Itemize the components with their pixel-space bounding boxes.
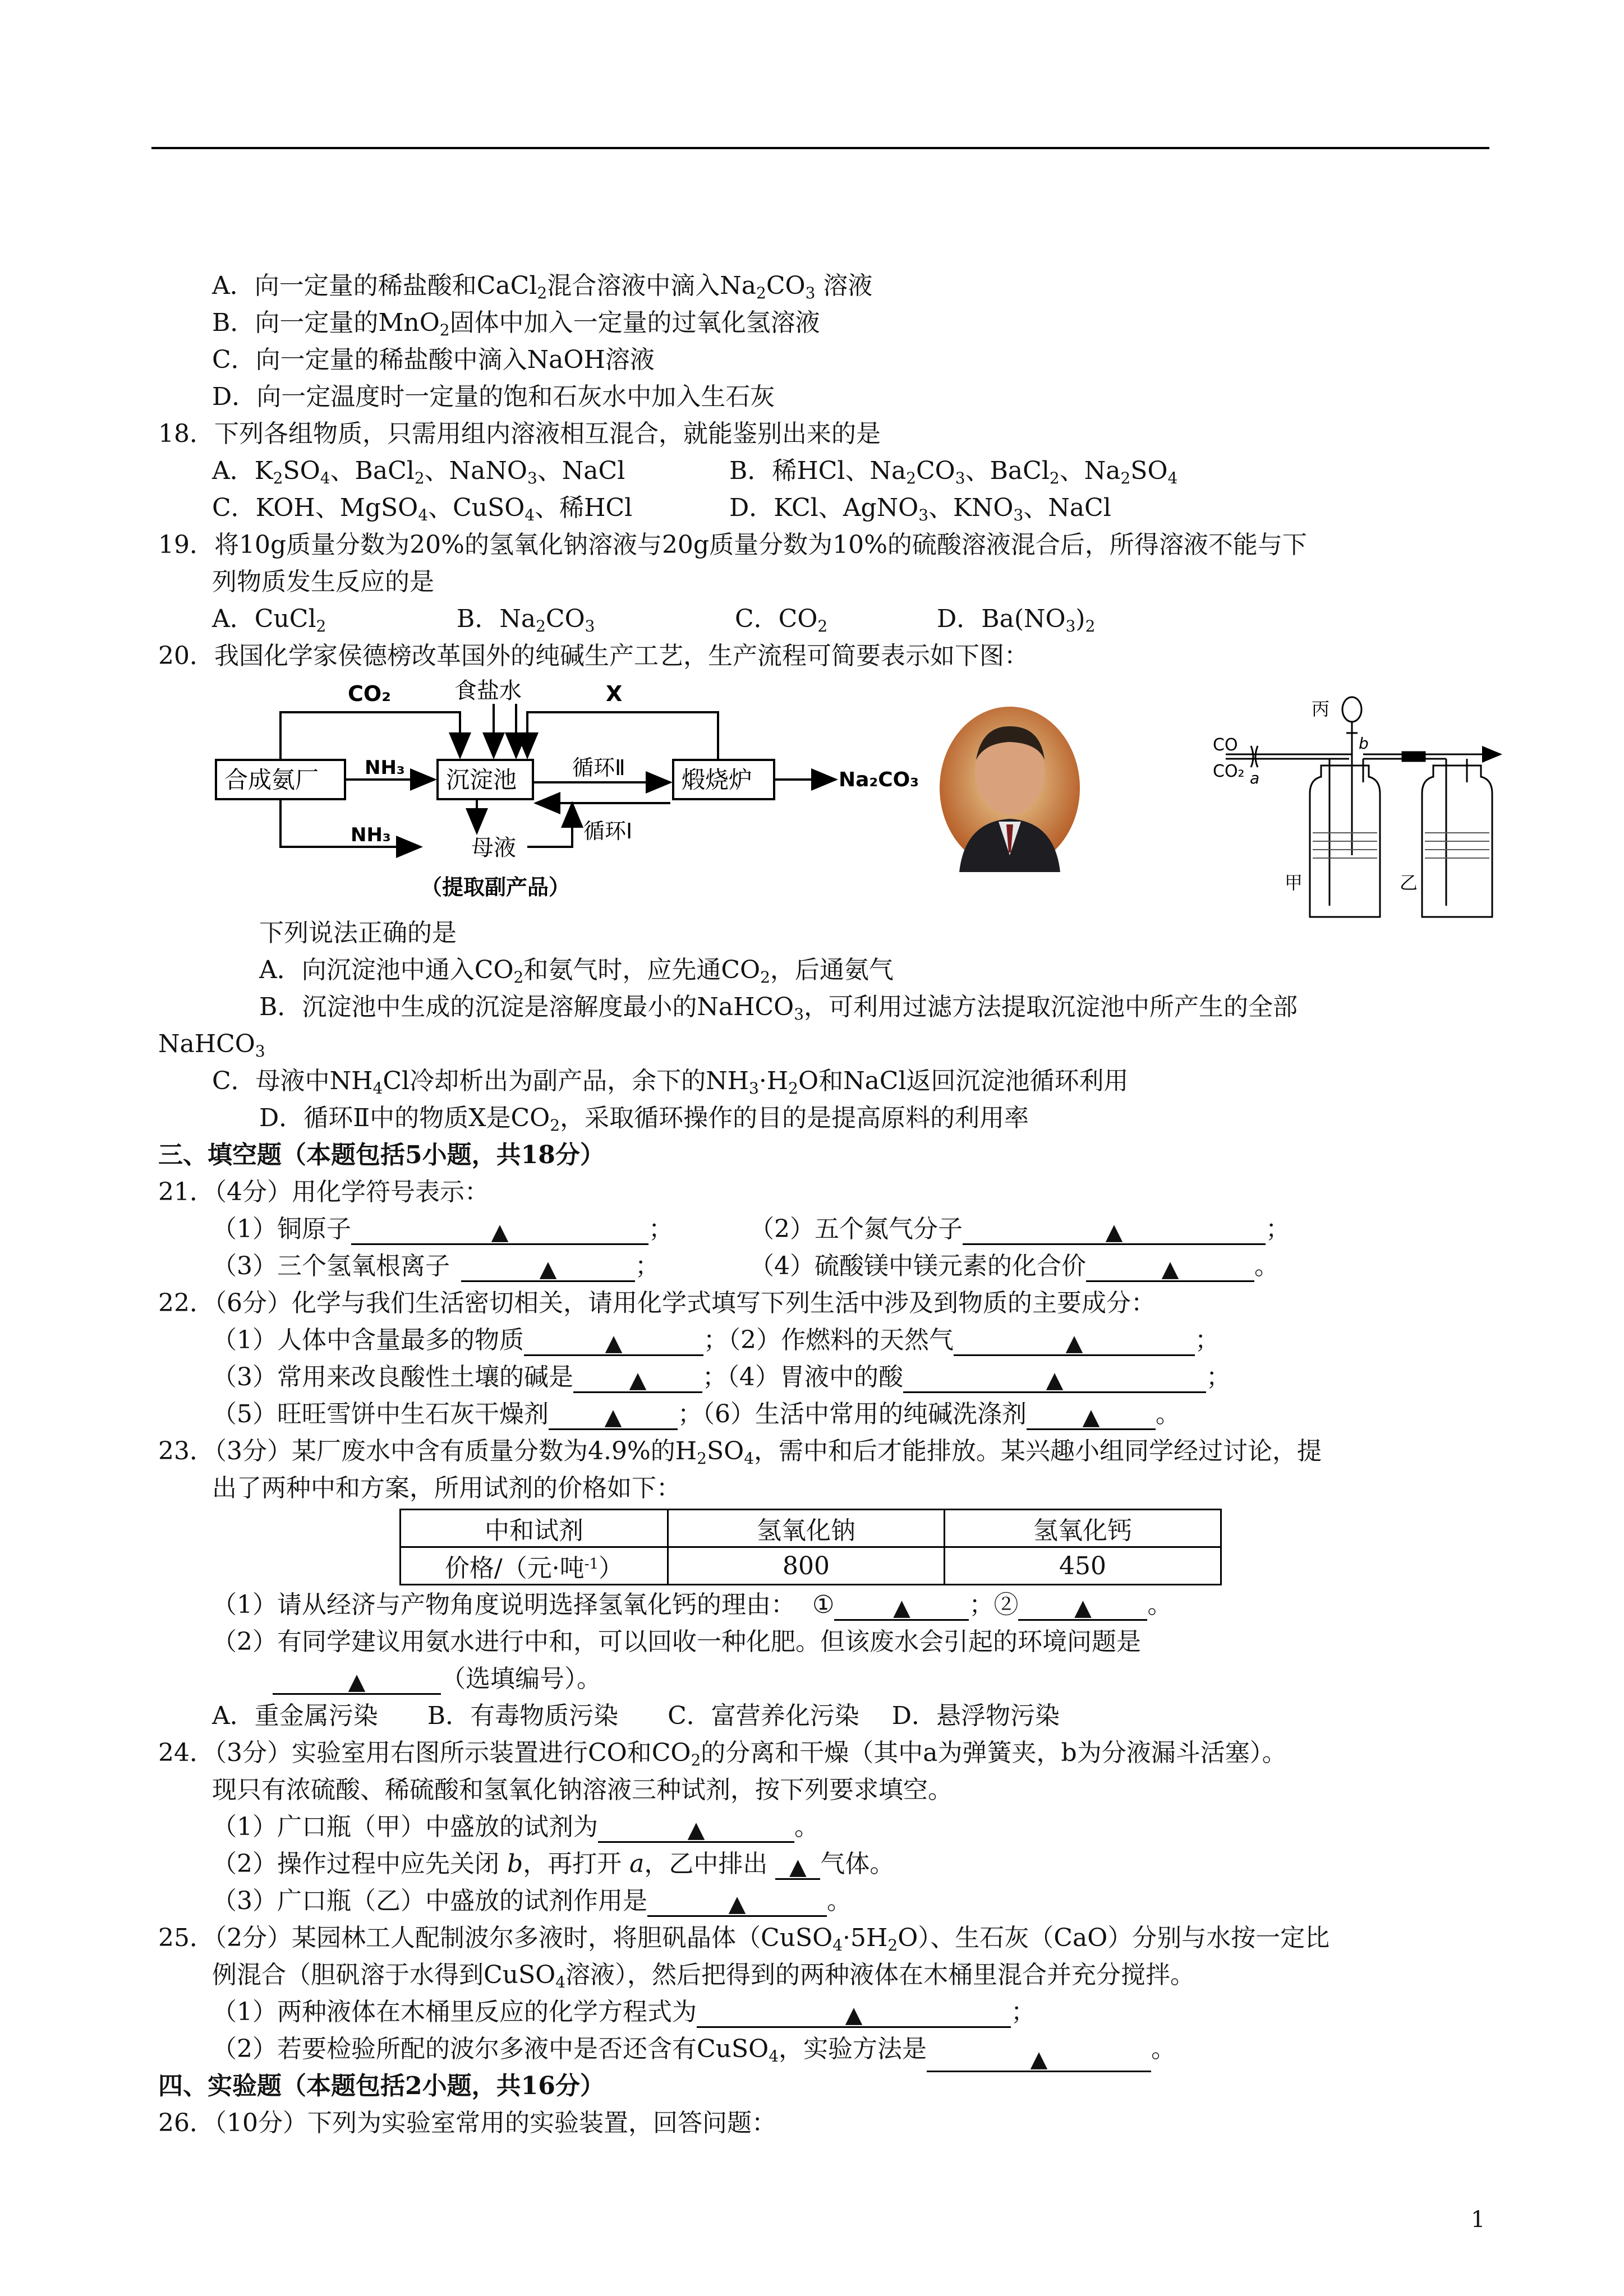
q24-blank-3[interactable]: ▲ xyxy=(647,1888,827,1917)
q24-stem-line1: 24．（3分）实验室用右图所示装置进行CO和$CO_2$的分离和干燥（其中a为弹簧夹，b为分液漏斗活塞）。 xyxy=(158,1739,1287,1769)
q20-stem: 20．我国化学家侯德榜改革国外的纯碱生产工艺，生产流程可简要表示如下图： xyxy=(158,642,1029,670)
q22-blank-5[interactable]: ▲ xyxy=(549,1401,678,1430)
q20-option-a: A．向沉淀池中通入$CO_2$和氨气时，应先通$CO_2$，后通氨气 xyxy=(259,956,894,986)
q26-stem: 26．（10分）下列为实验室常用的实验装置，回答问题： xyxy=(158,2109,776,2137)
q25-blank-1[interactable]: ▲ xyxy=(697,1999,1011,2028)
q22-line3: （5）旺旺雪饼中生石灰干燥剂 ▲ ；（6）生活中常用的纯碱洗涤剂 ▲ 。 xyxy=(212,1400,1180,1430)
q23-blank-3[interactable]: ▲ xyxy=(273,1666,441,1695)
q20-option-c: C．母液中$NH_4Cl$冷却析出为副产品，余下的$NH_3\cdot H_2O$和NaCl返回沉淀池循环利用 xyxy=(212,1067,1129,1098)
table-header-cell: 氢氧化钙 xyxy=(945,1510,1221,1547)
q22-blank-2[interactable]: ▲ xyxy=(954,1327,1195,1356)
q22-blank-4[interactable]: ▲ xyxy=(903,1364,1206,1393)
apparatus-jia-label: 甲 xyxy=(1285,872,1303,893)
q24-stem-line2: 现只有浓硫酸、稀硫酸和氢氧化钠溶液三种试剂，按下列要求填空。 xyxy=(212,1776,953,1804)
q22-stem: 22．（6分）化学与我们生活密切相关，请用化学式填写下列生活中涉及到物质的主要成分： xyxy=(158,1289,1156,1317)
q19-option-a: A．CuCl$_2$ xyxy=(212,605,326,635)
flow-plant-label: 合成氨厂 xyxy=(224,766,319,794)
q19-option-b: B．$Na_2CO_3$ xyxy=(457,605,595,635)
apparatus-co2-label: CO₂ xyxy=(1213,762,1245,781)
q17-option-b: B．向一定量的MnO$_2$固体中加入一定量的过氧化氢溶液 xyxy=(212,308,820,339)
flow-x-label: X xyxy=(606,681,623,706)
flow-co2-label: CO₂ xyxy=(348,681,391,706)
q23-stem-line2: 出了两种中和方案，所用试剂的价格如下： xyxy=(212,1474,681,1502)
q21-blank-2[interactable]: ▲ xyxy=(963,1216,1266,1245)
q24-blank-2[interactable]: ▲ xyxy=(775,1851,820,1880)
q24-part3: （3）广口瓶（乙）中盛放的试剂作用是 ▲ 。 xyxy=(212,1887,852,1917)
apparatus-a-label: a xyxy=(1250,769,1260,787)
q21-line1: （1）铜原子 ▲ ； xyxy=(212,1215,673,1245)
q22-blank-6[interactable]: ▲ xyxy=(1027,1401,1156,1430)
q22-line1: （1）人体中含量最多的物质 ▲ ；（2）作燃料的天然气 ▲ ； xyxy=(212,1326,1220,1356)
q21-line2: （3）三个氢氧根离子 ▲ ； xyxy=(212,1252,660,1282)
q23-part2: （2）有同学建议用氨水进行中和，可以回收一种化肥。但该废水会引起的环境问题是 xyxy=(212,1628,1141,1656)
q18-option-a: A．$K_2SO_4$、BaCl$_2$、NaNO$_3$、NaCl xyxy=(212,457,625,487)
q25-part1: （1）两种液体在木桶里反应的化学方程式为 ▲ ； xyxy=(212,1998,1036,2028)
q20-option-b: B．沉淀池中生成的沉淀是溶解度最小的NaHCO$_3$，可利用过滤方法提取沉淀池中所产生的全部 xyxy=(259,993,1298,1023)
q25-stem-line2: 例混合（胆矾溶于水得到CuSO$_4$溶液），然后把得到的两种液体在木桶里混合并充分搅拌。 xyxy=(212,1961,1195,1991)
q21-blank-3[interactable]: ▲ xyxy=(461,1253,635,1282)
table-row xyxy=(401,1547,1221,1585)
q23-blank-1[interactable]: ▲ xyxy=(834,1592,969,1621)
q18-option-b: B．稀HCl、$Na_2CO_3$、BaCl$_2$、$Na_2SO_4$ xyxy=(729,457,1178,487)
q19-stem-line2: 列物质发生反应的是 xyxy=(212,568,434,596)
q20-option-d: D．循环Ⅱ中的物质X是$CO_2$，采取循环操作的目的是提高原料的利用率 xyxy=(259,1104,1029,1135)
q23-stem-line1: 23．（3分）某厂废水中含有质量分数为4.9%的$H_2SO_4$，需中和后才能排放。某兴趣小组同学经过讨论，提 xyxy=(158,1437,1322,1468)
table-header-cell: 氢氧化钠 xyxy=(668,1510,945,1547)
q22-blank-3[interactable]: ▲ xyxy=(573,1364,702,1393)
apparatus-b-label: b xyxy=(1359,734,1369,753)
q22-blank-1[interactable]: ▲ xyxy=(524,1327,703,1356)
q24-part1: （1）广口瓶（甲）中盛放的试剂为 ▲ 。 xyxy=(212,1813,819,1843)
flow-mother-label: 母液 xyxy=(471,835,516,861)
flow-cycle1-label: 循环Ⅰ xyxy=(583,819,633,843)
flow-cycle2-label: 循环Ⅱ xyxy=(572,755,625,780)
q25-part2: （2）若要检验所配的波尔多液中是否还含有CuSO$_4$，实验方法是 ▲ 。 xyxy=(212,2035,1176,2072)
flow-byproduct-label: （提取副产品） xyxy=(421,875,571,900)
page-number: 1 xyxy=(1471,2207,1485,2233)
flow-nh3-bottom-label: NH₃ xyxy=(351,824,391,846)
section-4-heading: 四、实验题（本题包括2小题，共16分） xyxy=(158,2072,605,2100)
apparatus-bing-label: 丙 xyxy=(1312,698,1330,720)
q18-option-c: C．KOH、MgSO$_4$、CuSO$_4$、稀HCl xyxy=(212,494,633,524)
header-rule xyxy=(151,147,1489,149)
q23-part2b: ▲ （选填编号）。 xyxy=(273,1663,601,1695)
q23-blank-2[interactable]: ▲ xyxy=(1018,1592,1147,1621)
q19-option-d: D．$Ba(NO_3)_2$ xyxy=(937,605,1096,635)
apparatus-co-label: CO xyxy=(1213,735,1238,755)
portrait-photo xyxy=(937,704,1083,872)
apparatus-yi-label: 乙 xyxy=(1400,872,1418,893)
price-table xyxy=(399,1509,1222,1585)
q17-option-a: A．向一定量的稀盐酸和CaCl$_2$混合溶液中滴入$Na_2CO_3$ 溶液 xyxy=(212,271,873,302)
table-cell: 价格/（元·吨$^{-1}$） xyxy=(401,1547,668,1585)
q21-stem: 21．（4分）用化学符号表示： xyxy=(158,1178,489,1206)
separation-apparatus xyxy=(1212,687,1503,928)
table-row xyxy=(401,1510,1221,1547)
q20-prompt: 下列说法正确的是 xyxy=(259,919,457,947)
q18-stem: 18．下列各组物质，只需用组内溶液相互混合，就能鉴别出来的是 xyxy=(158,419,881,448)
q21-blank-1[interactable]: ▲ xyxy=(351,1216,648,1245)
q22-line2: （3）常用来改良酸性土壤的碱是 ▲ ；（4）胃液中的酸 ▲ ； xyxy=(212,1363,1231,1393)
q21-line1b: （2）五个氮气分子 ▲ ； xyxy=(749,1215,1290,1245)
q18-option-d: D．KCl、AgNO$_3$、$KNO_3$、NaCl xyxy=(729,494,1111,524)
q21-line2b: （4）硫酸镁中镁元素的化合价 ▲ 。 xyxy=(749,1252,1279,1282)
q17-option-d: D．向一定温度时一定量的饱和石灰水中加入生石灰 xyxy=(212,382,775,411)
q20-option-b-cont: NaHCO$_3$ xyxy=(158,1030,265,1061)
table-cell: 450 xyxy=(945,1547,1221,1585)
q24-blank-1[interactable]: ▲ xyxy=(598,1814,794,1843)
q25-blank-2[interactable]: ▲ xyxy=(927,2044,1151,2072)
q24-part2: （2）操作过程中应先关闭 b，再打开 a，乙中排出 ▲ 气体。 xyxy=(212,1850,895,1880)
table-cell: 800 xyxy=(668,1547,945,1585)
q19-option-c: C．$CO_2$ xyxy=(735,605,828,635)
q21-blank-4[interactable]: ▲ xyxy=(1086,1253,1254,1282)
flow-brine-label: 食盐水 xyxy=(454,679,522,704)
section-3-heading: 三、填空题（本题包括5小题，共18分） xyxy=(158,1141,605,1169)
flow-product-label: Na₂CO₃ xyxy=(839,768,919,791)
flow-nh3-top-label: NH₃ xyxy=(365,757,405,779)
q25-stem-line1: 25．（2分）某园林工人配制波尔多液时，将胆矾晶体$(CuSO_4\cdot 5H_2O)$、生石灰（CaO）分别与水按一定比 xyxy=(158,1924,1330,1954)
flow-furnace-label: 煅烧炉 xyxy=(682,766,753,794)
q17-option-c: C．向一定量的稀盐酸中滴入NaOH溶液 xyxy=(212,345,655,374)
q19-stem-line1: 19．将10g质量分数为20%的氢氧化钠溶液与20g质量分数为10%的硫酸溶液混合后，所得溶液不能与下 xyxy=(158,531,1307,559)
production-flow-diagram xyxy=(213,679,942,914)
q23-part1: （1）请从经济与产物角度说明选择氢氧化钙的理由： ① ▲ ；② ▲ 。 xyxy=(212,1590,1172,1621)
flow-tank-label: 沉淀池 xyxy=(446,766,517,794)
table-header-cell: 中和试剂 xyxy=(401,1510,668,1547)
q23-options: A．重金属污染 B．有毒物质污染 C．富营养化污染 D．悬浮物污染 xyxy=(212,1702,1060,1730)
